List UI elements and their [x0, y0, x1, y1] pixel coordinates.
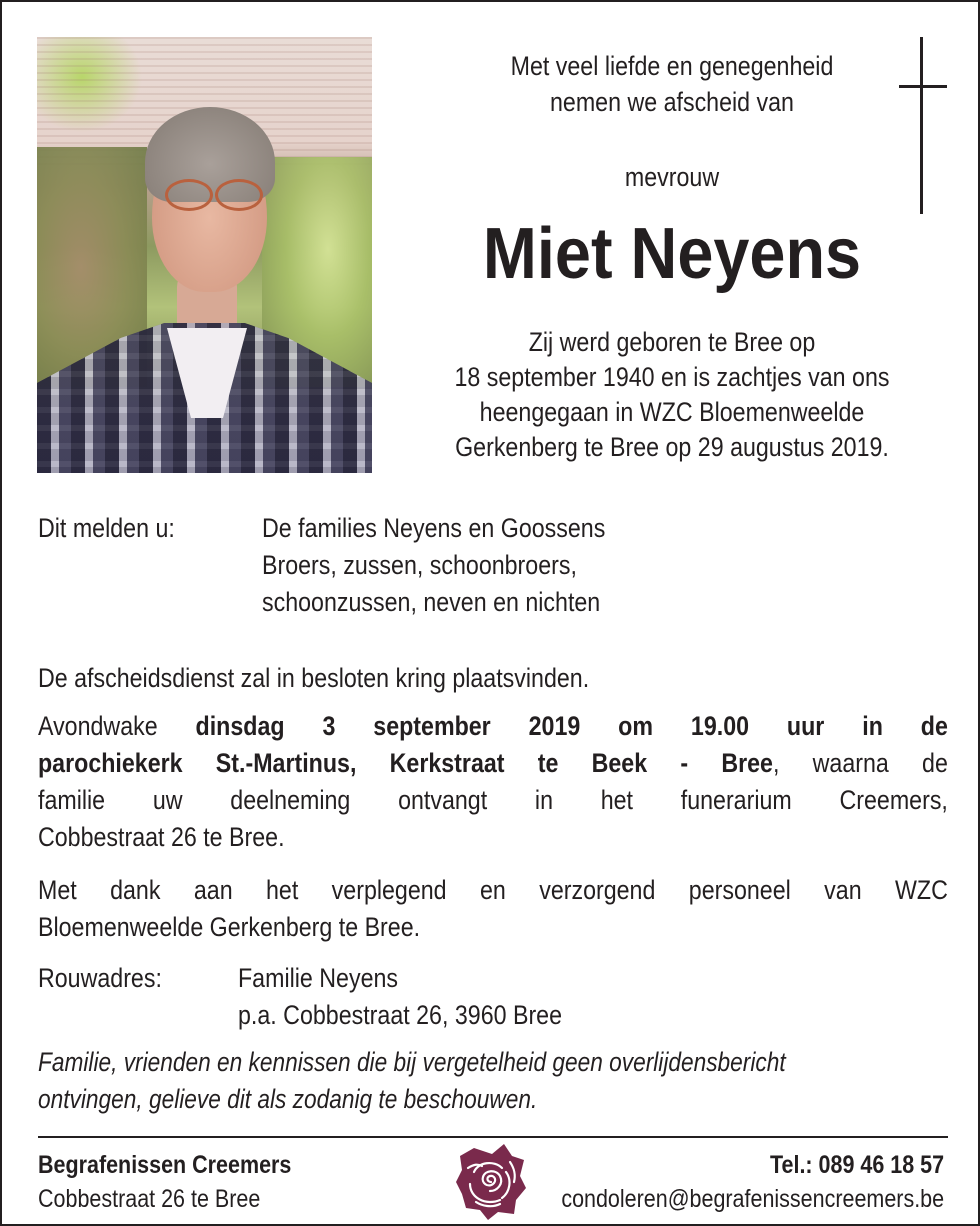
funeral-home-address: Cobbestraat 26 te Bree	[38, 1185, 261, 1213]
intro-text: Met veel liefde en genegenheid nemen we afscheid van	[510, 51, 834, 117]
vigil-date-time: dinsdag 3 september 2019 om 19.00 uur in de	[195, 711, 948, 741]
thanks-paragraph: Met dank aan het verplegend en verzorgend personeel van WZC Bloemenweelde Gerkenberg te Bree.	[38, 875, 948, 942]
phone-number: Tel.: 089 46 18 57	[769, 1151, 944, 1179]
portrait-photo	[37, 37, 372, 473]
funeral-home-name: Begrafenissen Creemers	[38, 1151, 292, 1179]
vigil-location: parochiekerk St.-Martinus, Kerkstraat te Beek - Bree	[38, 748, 773, 778]
photo-glasses	[165, 179, 261, 209]
email-address[interactable]: condoleren@begrafenissencreemers.be	[561, 1185, 944, 1213]
service-text: De afscheidsdienst zal in besloten kring plaatsvinden.	[38, 663, 590, 693]
footer-divider	[38, 1136, 948, 1138]
announced-by-label: Dit melden u:	[38, 513, 175, 543]
vigil-paragraph: Avondwake dinsdag 3 september 2019 om 19.00 uur in de parochiekerk St.-Martinus, Kerkstraat te Beek - Bree, waarna de familie uw deelneming ontvangt in het funerarium Creemers, Cobbestraat 26 te Bree.	[38, 711, 948, 852]
mourning-address-label: Rouwadres:	[38, 963, 162, 993]
honorific: mevrouw	[624, 162, 720, 192]
funeral-home-contact	[499, 1148, 944, 1216]
mourning-address-lines: Familie Neyens p.a. Cobbestraat 26, 3960 Bree	[238, 963, 563, 1030]
notice-disclaimer: Familie, vrienden en kennissen die bij vergetelheid geen overlijdensbericht ontvingen, gelieve dit als zodanig te beschouwen.	[38, 1047, 786, 1114]
biography-text: Zij werd geboren te Bree op 18 september 1940 en is zachtjes van ons heengegaan in WZC Bloemenweelde Gerkenberg te Bree op 29 augustus 2019.	[454, 327, 890, 462]
deceased-name: Miet Neyens	[482, 214, 862, 294]
funeral-home-info	[38, 1148, 333, 1216]
announced-by-list: De families Neyens en Goossens Broers, zussen, schoonbroers, schoonzussen, neven en nichten	[262, 513, 606, 617]
